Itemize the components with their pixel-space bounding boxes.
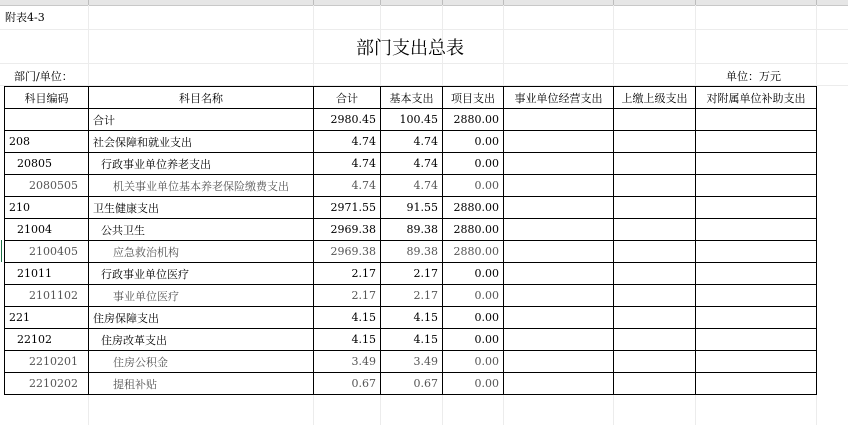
name-cell[interactable]: 应急救治机构 <box>89 241 314 263</box>
subsidy-cell[interactable] <box>696 351 817 373</box>
column-header[interactable]: 上缴上级支出 <box>614 87 696 109</box>
unit-label: 单位：万元 <box>726 70 781 83</box>
name-cell[interactable]: 行政事业单位医疗 <box>89 263 314 285</box>
column-header[interactable]: 项目支出 <box>443 87 504 109</box>
code-cell[interactable]: 221 <box>5 307 89 329</box>
remit-cell[interactable] <box>614 263 696 285</box>
subsidy-cell[interactable] <box>696 285 817 307</box>
table-row[interactable] <box>5 373 817 395</box>
total-cell[interactable]: 0.67 <box>314 373 381 395</box>
project-cell[interactable]: 2880.00 <box>443 109 504 131</box>
project-cell[interactable]: 2880.00 <box>443 197 504 219</box>
table-row[interactable] <box>5 197 817 219</box>
remit-cell[interactable] <box>614 307 696 329</box>
table-row[interactable] <box>5 263 817 285</box>
project-cell[interactable]: 0.00 <box>443 351 504 373</box>
table-row[interactable] <box>5 109 817 131</box>
operating-cell[interactable] <box>504 153 614 175</box>
total-cell[interactable]: 4.74 <box>314 175 381 197</box>
basic-cell[interactable]: 2.17 <box>381 263 443 285</box>
basic-cell[interactable]: 4.74 <box>381 175 443 197</box>
basic-cell[interactable]: 4.74 <box>381 131 443 153</box>
project-cell[interactable]: 0.00 <box>443 329 504 351</box>
subsidy-cell[interactable] <box>696 241 817 263</box>
name-cell[interactable]: 公共卫生 <box>89 219 314 241</box>
column-header[interactable]: 科目名称 <box>89 87 314 109</box>
table-row[interactable] <box>5 153 817 175</box>
subsidy-cell[interactable] <box>696 263 817 285</box>
table-row[interactable] <box>5 329 817 351</box>
total-cell[interactable]: 2980.45 <box>314 109 381 131</box>
total-cell[interactable]: 2971.55 <box>314 197 381 219</box>
project-cell[interactable]: 0.00 <box>443 263 504 285</box>
operating-cell[interactable] <box>504 241 614 263</box>
code-cell[interactable]: 2101102 <box>5 285 89 307</box>
project-cell[interactable]: 0.00 <box>443 175 504 197</box>
project-cell[interactable]: 0.00 <box>443 285 504 307</box>
total-cell[interactable]: 4.15 <box>314 307 381 329</box>
project-cell[interactable]: 2880.00 <box>443 241 504 263</box>
name-cell[interactable]: 行政事业单位养老支出 <box>89 153 314 175</box>
subsidy-cell[interactable] <box>696 197 817 219</box>
column-header[interactable]: 科目编码 <box>5 87 89 109</box>
table-row[interactable] <box>5 285 817 307</box>
table-row[interactable] <box>5 351 817 373</box>
name-cell[interactable]: 住房公积金 <box>89 351 314 373</box>
page-title: 部门支出总表 <box>356 38 464 59</box>
basic-cell[interactable]: 4.15 <box>381 307 443 329</box>
total-cell[interactable]: 2969.38 <box>314 219 381 241</box>
column-header[interactable]: 基本支出 <box>381 87 443 109</box>
project-cell[interactable]: 2880.00 <box>443 219 504 241</box>
subsidy-cell[interactable] <box>696 109 817 131</box>
name-cell[interactable]: 提租补贴 <box>89 373 314 395</box>
basic-cell[interactable]: 2.17 <box>381 285 443 307</box>
name-cell[interactable]: 社会保障和就业支出 <box>89 131 314 153</box>
remit-cell[interactable] <box>614 109 696 131</box>
table-row[interactable] <box>5 307 817 329</box>
total-cell[interactable]: 4.74 <box>314 131 381 153</box>
basic-cell[interactable]: 89.38 <box>381 219 443 241</box>
code-cell[interactable]: 22102 <box>5 329 89 351</box>
operating-cell[interactable] <box>504 373 614 395</box>
basic-cell[interactable]: 3.49 <box>381 351 443 373</box>
name-cell[interactable]: 卫生健康支出 <box>89 197 314 219</box>
total-cell[interactable]: 2.17 <box>314 263 381 285</box>
subsidy-cell[interactable] <box>696 219 817 241</box>
basic-cell[interactable]: 89.38 <box>381 241 443 263</box>
subsidy-cell[interactable] <box>696 373 817 395</box>
total-cell[interactable]: 3.49 <box>314 351 381 373</box>
operating-cell[interactable] <box>504 329 614 351</box>
table-row[interactable] <box>5 219 817 241</box>
name-cell[interactable]: 合计 <box>89 109 314 131</box>
project-cell[interactable]: 0.00 <box>443 153 504 175</box>
total-cell[interactable]: 4.15 <box>314 329 381 351</box>
remit-cell[interactable] <box>614 373 696 395</box>
code-cell[interactable]: 21004 <box>5 219 89 241</box>
code-cell[interactable]: 208 <box>5 131 89 153</box>
remit-cell[interactable] <box>614 219 696 241</box>
basic-cell[interactable]: 4.74 <box>381 153 443 175</box>
remit-cell[interactable] <box>614 197 696 219</box>
remit-cell[interactable] <box>614 351 696 373</box>
operating-cell[interactable] <box>504 351 614 373</box>
remit-cell[interactable] <box>614 285 696 307</box>
table-row[interactable] <box>5 131 817 153</box>
subsidy-cell[interactable] <box>696 153 817 175</box>
attachment-label: 附表4-3 <box>5 11 45 24</box>
column-header[interactable]: 合计 <box>314 87 381 109</box>
name-cell[interactable]: 住房改革支出 <box>89 329 314 351</box>
basic-cell[interactable]: 4.15 <box>381 329 443 351</box>
remit-cell[interactable] <box>614 131 696 153</box>
code-cell[interactable]: 2210202 <box>5 373 89 395</box>
total-cell[interactable]: 4.74 <box>314 153 381 175</box>
code-cell[interactable]: 2100405 <box>5 241 89 263</box>
remit-cell[interactable] <box>614 241 696 263</box>
table-header-row <box>5 87 817 109</box>
operating-cell[interactable] <box>504 285 614 307</box>
project-cell[interactable]: 0.00 <box>443 131 504 153</box>
code-cell[interactable]: 2210201 <box>5 351 89 373</box>
column-header[interactable]: 事业单位经营支出 <box>504 87 614 109</box>
code-cell[interactable]: 210 <box>5 197 89 219</box>
subsidy-cell[interactable] <box>696 131 817 153</box>
operating-cell[interactable] <box>504 307 614 329</box>
remit-cell[interactable] <box>614 153 696 175</box>
name-cell[interactable]: 住房保障支出 <box>89 307 314 329</box>
code-cell[interactable] <box>5 109 89 131</box>
operating-cell[interactable] <box>504 197 614 219</box>
remit-cell[interactable] <box>614 329 696 351</box>
project-cell[interactable]: 0.00 <box>443 373 504 395</box>
selected-row-marker <box>1 240 2 262</box>
name-cell[interactable]: 事业单位医疗 <box>89 285 314 307</box>
operating-cell[interactable] <box>504 175 614 197</box>
basic-cell[interactable]: 100.45 <box>381 109 443 131</box>
operating-cell[interactable] <box>504 263 614 285</box>
subsidy-cell[interactable] <box>696 307 817 329</box>
operating-cell[interactable] <box>504 131 614 153</box>
total-cell[interactable]: 2969.38 <box>314 241 381 263</box>
table-row[interactable] <box>5 241 817 263</box>
expenditure-table <box>4 86 817 395</box>
operating-cell[interactable] <box>504 219 614 241</box>
project-cell[interactable]: 0.00 <box>443 307 504 329</box>
table-row[interactable] <box>5 175 817 197</box>
department-label: 部门/单位： <box>14 70 73 83</box>
total-cell[interactable]: 2.17 <box>314 285 381 307</box>
basic-cell[interactable]: 0.67 <box>381 373 443 395</box>
basic-cell[interactable]: 91.55 <box>381 197 443 219</box>
column-header-strip[interactable] <box>0 0 848 6</box>
operating-cell[interactable] <box>504 109 614 131</box>
name-cell[interactable]: 机关事业单位基本养老保险缴费支出 <box>89 175 314 197</box>
remit-cell[interactable] <box>614 175 696 197</box>
subsidy-cell[interactable] <box>696 175 817 197</box>
code-cell[interactable]: 21011 <box>5 263 89 285</box>
subsidy-cell[interactable] <box>696 329 817 351</box>
column-header[interactable]: 对附属单位补助支出 <box>696 87 817 109</box>
code-cell[interactable]: 2080505 <box>5 175 89 197</box>
code-cell[interactable]: 20805 <box>5 153 89 175</box>
